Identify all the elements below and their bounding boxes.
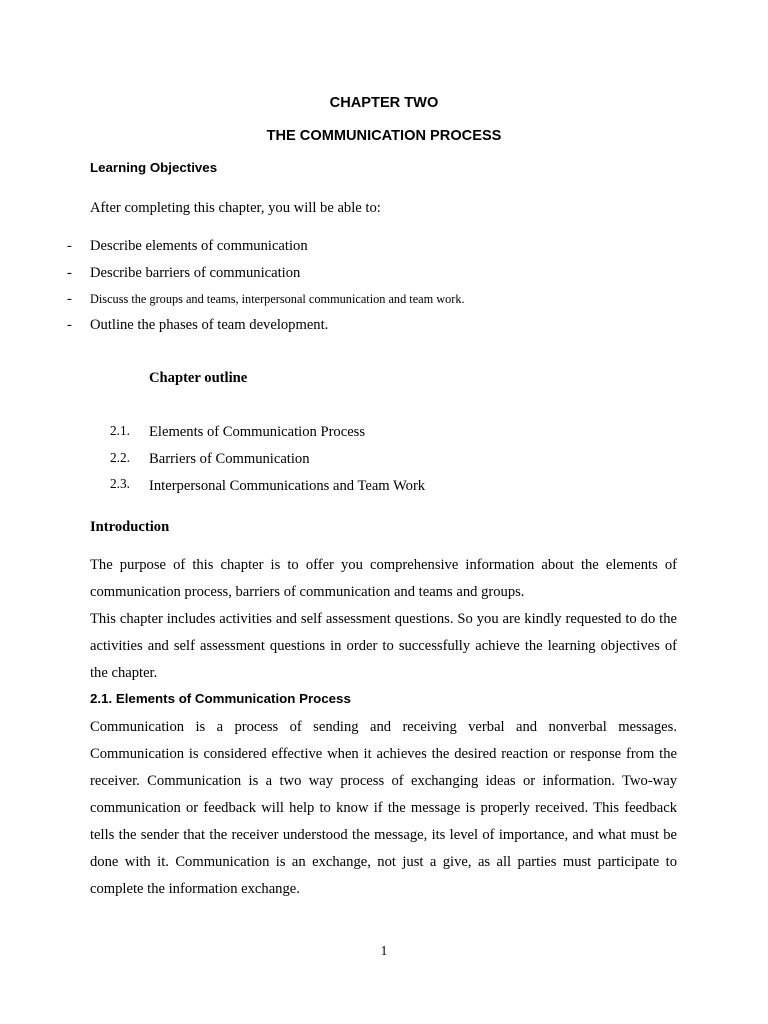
outline-title: Barriers of Communication — [149, 451, 310, 467]
introduction-heading: Introduction — [90, 519, 170, 535]
outline-number: 2.1. — [110, 423, 130, 438]
bullet-dash: - — [67, 238, 72, 254]
objective-text: Describe elements of communication — [90, 238, 308, 254]
outline-number: 2.2. — [110, 450, 130, 465]
bullet-dash: - — [67, 265, 72, 281]
learning-objectives-intro: After completing this chapter, you will be able to: — [90, 200, 381, 216]
introduction-paragraph-1: The purpose of this chapter is to offer you comprehensive information about the elements of communication process, barriers of communication and teams and groups. — [90, 557, 677, 600]
bullet-dash: - — [67, 317, 72, 333]
objective-text: Outline the phases of team development. — [90, 317, 329, 333]
chapter-title: THE COMMUNICATION PROCESS — [266, 128, 502, 144]
introduction-paragraph-2: This chapter includes activities and self assessment questions. So you are kindly requested to do the activities and self assessment questions in order to successfully achieve the learning objectives of the chapter. — [90, 611, 677, 681]
outline-title: Interpersonal Communications and Team Work — [149, 478, 426, 494]
outline-title: Elements of Communication Process — [149, 424, 366, 440]
section-2-1-heading: 2.1. Elements of Communication Process — [90, 691, 351, 706]
objective-text: Describe barriers of communication — [90, 265, 301, 281]
chapter-label: CHAPTER TWO — [329, 95, 439, 111]
bullet-dash: - — [67, 291, 72, 307]
learning-objectives-heading: Learning Objectives — [90, 160, 218, 175]
chapter-outline-heading: Chapter outline — [149, 370, 248, 386]
outline-number: 2.3. — [110, 476, 130, 491]
page-number: 1 — [380, 943, 388, 958]
objective-text: Discuss the groups and teams, interpersonal communication and team work. — [90, 292, 465, 306]
section-2-1-paragraph: Communication is a process of sending and receiving verbal and nonverbal messages. Communication is considered effective when it achieves the desired reaction or response from the receiver. Communication is a two way process of exchanging ideas or information. Two-way communication or feedback will help to know if the message is properly received. This feedback tells the sender that the receiver understood the message, its level of importance, and what must be done with it. Communication is an exchange, not just a give, as all parties must participate to complete the information exchange. — [90, 719, 677, 897]
